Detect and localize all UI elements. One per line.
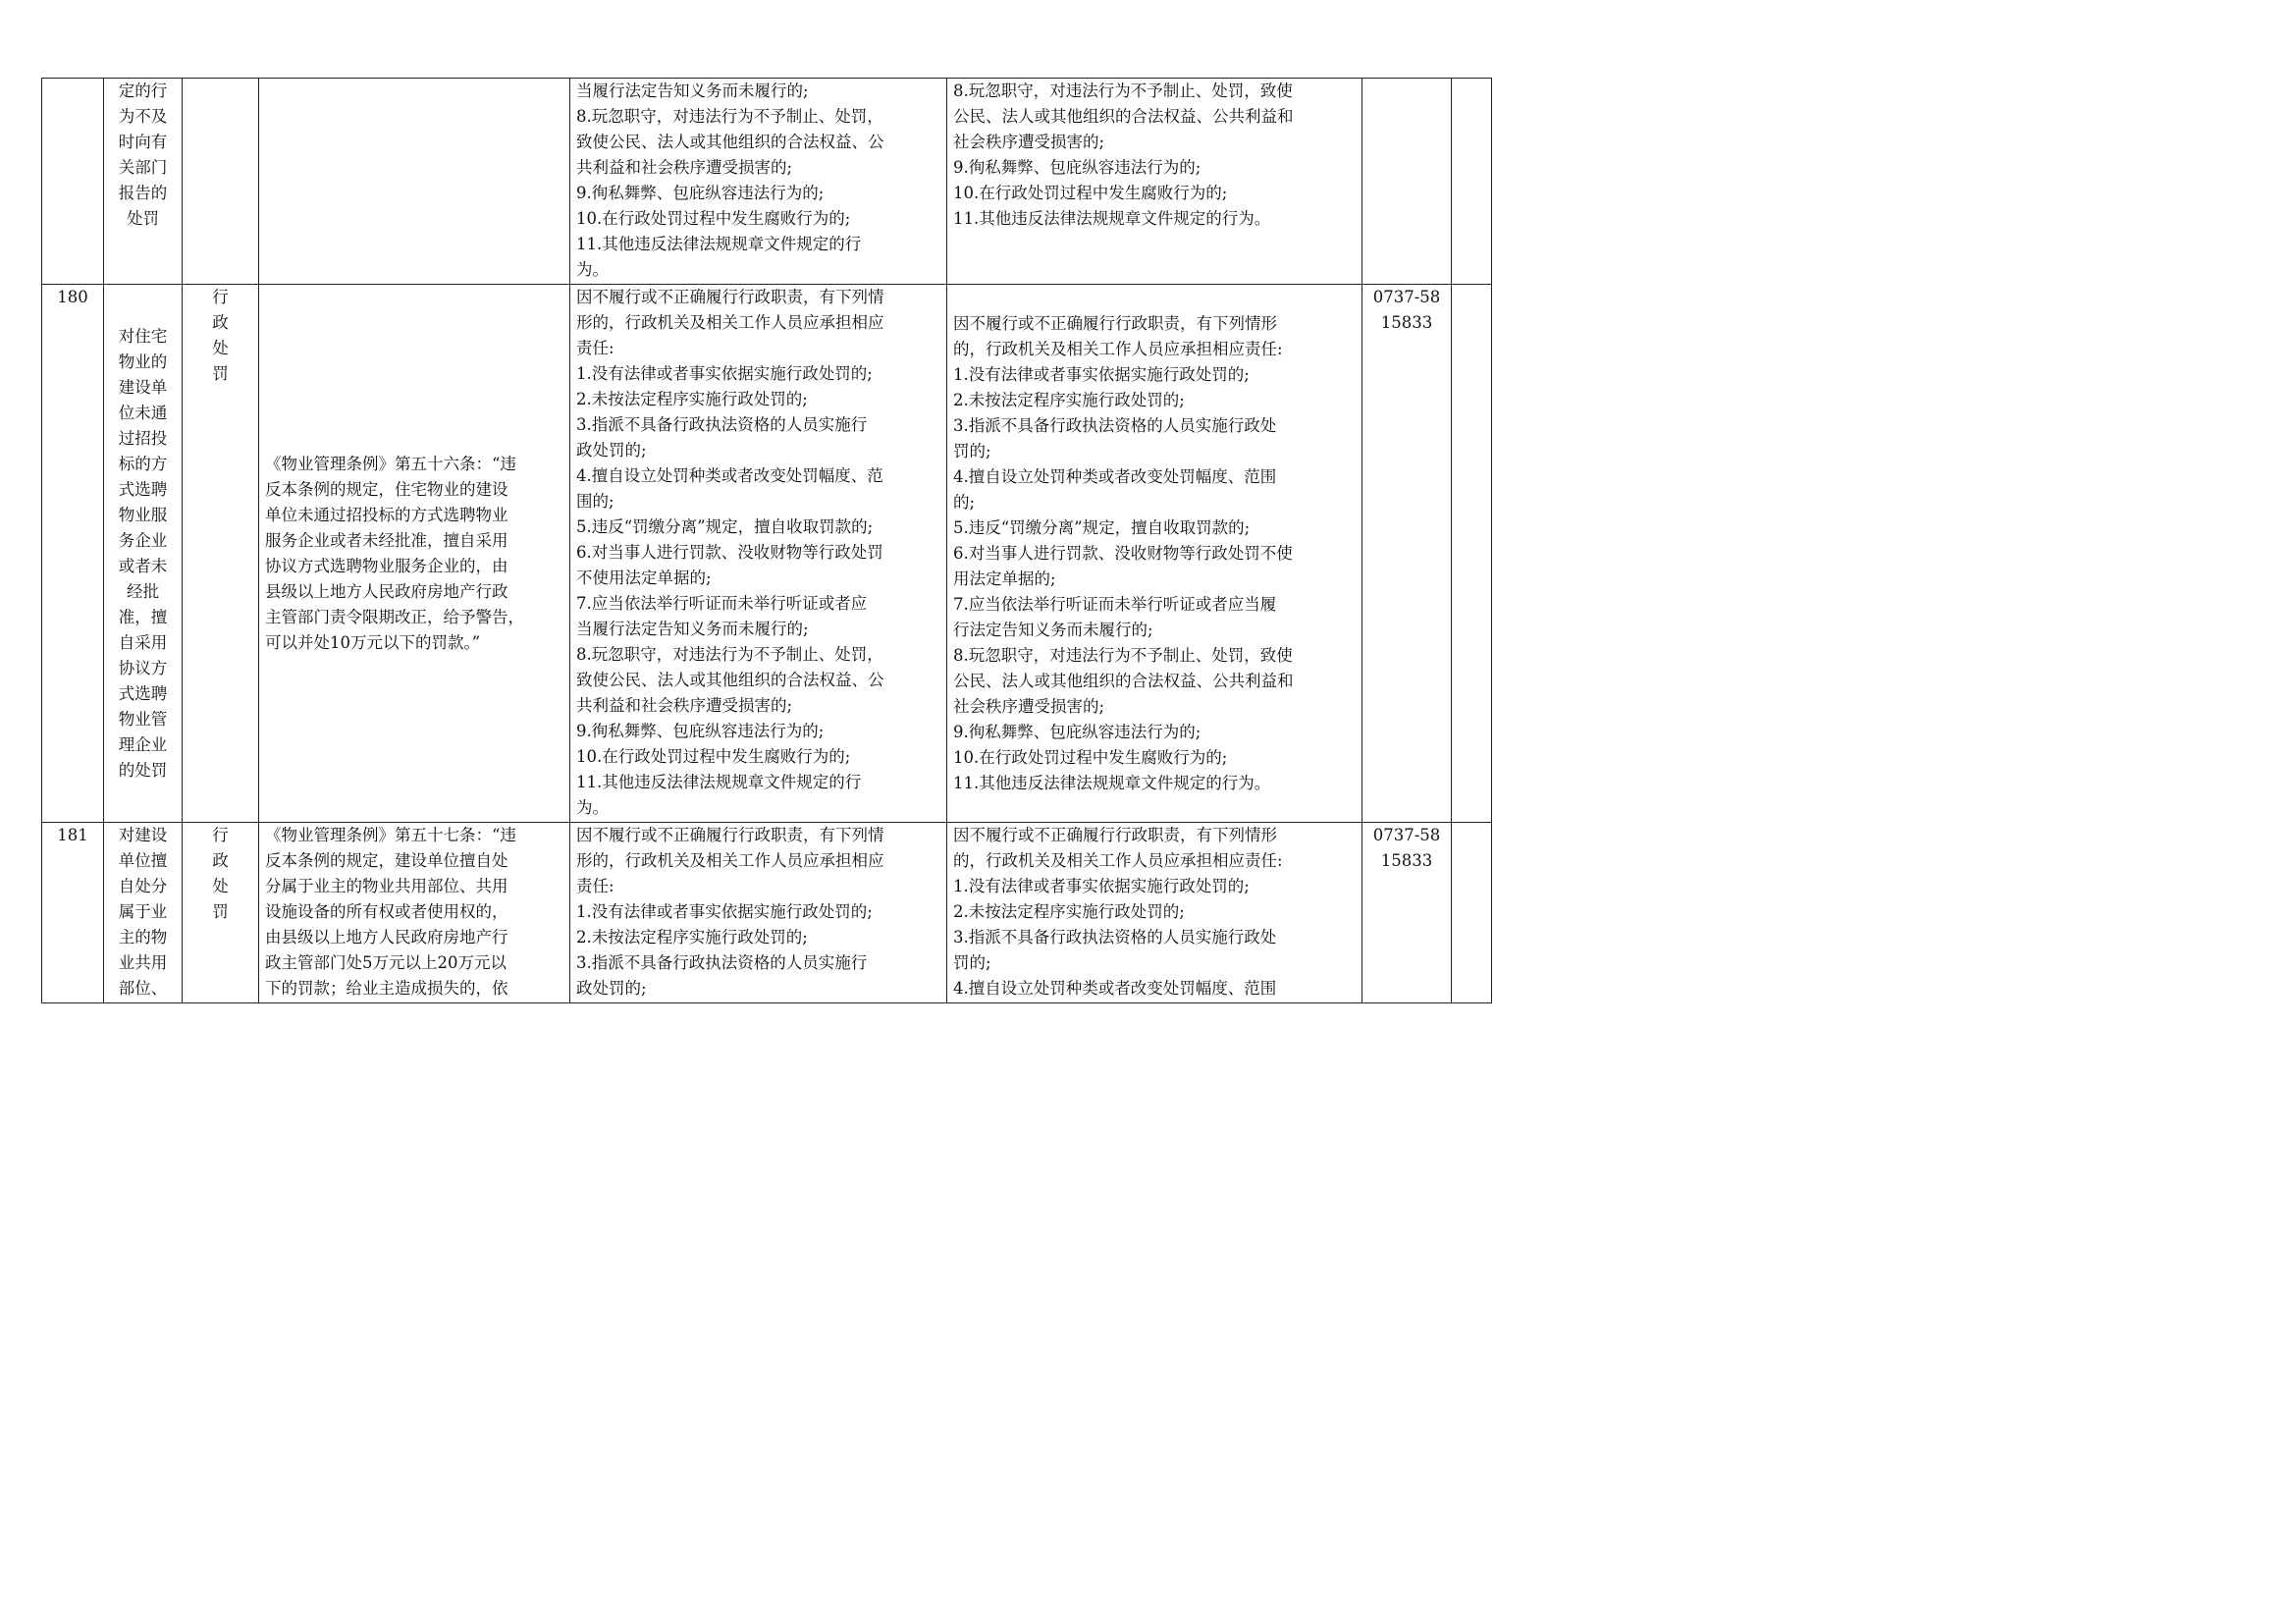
text-line: 政处罚的; bbox=[576, 441, 647, 460]
text-line: 由县级以上地方人民政府房地产行 bbox=[265, 928, 508, 947]
text-line: 《物业管理条例》第五十七条：“违 bbox=[265, 826, 516, 844]
phone-number bbox=[1368, 285, 1445, 336]
text-line: 10.在行政处罚过程中发生腐败行为的; bbox=[953, 184, 1228, 202]
text-line: 不使用法定单据的; bbox=[576, 568, 712, 587]
text-line: 罚 bbox=[212, 364, 229, 383]
text-line: 式选聘 bbox=[118, 479, 168, 499]
legal-basis-cell bbox=[259, 285, 570, 823]
text-line: 报告的 bbox=[118, 184, 168, 202]
text-line: 对建设 bbox=[118, 826, 168, 844]
responsibility-text bbox=[953, 79, 1356, 232]
responsibility-text bbox=[953, 311, 1356, 796]
text-line: 9.徇私舞弊、包庇纵容违法行为的; bbox=[576, 722, 825, 740]
phone-number bbox=[1368, 823, 1445, 874]
text-line: 关部门 bbox=[118, 158, 168, 177]
duty-text bbox=[576, 285, 940, 821]
text-line: 10.在行政处罚过程中发生腐败行为的; bbox=[576, 209, 851, 228]
text-line: 3.指派不具备行政执法资格的人员实施行 bbox=[576, 415, 868, 434]
phone-cell bbox=[1362, 285, 1452, 823]
text-line: 11.其他违反法律法规规章文件规定的行 bbox=[576, 235, 862, 253]
text-line: 服务企业或者未经批准，擅自采用 bbox=[265, 530, 508, 550]
text-line: 因不履行或不正确履行行政职责，有下列情形 bbox=[953, 826, 1277, 844]
text-line: 标的方 bbox=[118, 454, 168, 473]
text-line: 0737-58 bbox=[1372, 826, 1441, 844]
text-line: 共利益和社会秩序遭受损害的; bbox=[576, 696, 793, 715]
text-line: 当履行法定告知义务而未履行的; bbox=[576, 620, 809, 638]
item-number-cell bbox=[42, 285, 104, 823]
text-line: 11.其他违反法律法规规章文件规定的行 bbox=[576, 773, 862, 791]
text-line: 《物业管理条例》第五十六条：“违 bbox=[265, 454, 516, 473]
text-line: 理企业 bbox=[118, 734, 168, 754]
text-line: 15833 bbox=[1380, 851, 1433, 870]
text-line: 3.指派不具备行政执法资格的人员实施行 bbox=[576, 953, 868, 972]
text-line: 协议方式选聘物业服务企业的，由 bbox=[265, 556, 508, 575]
text-line: 定的行 bbox=[118, 81, 168, 100]
text-line: 业共用 bbox=[118, 953, 168, 972]
item-type bbox=[188, 823, 252, 925]
text-line: 可以并处10万元以下的罚款。” bbox=[265, 632, 481, 652]
item-number-cell bbox=[42, 79, 104, 285]
text-line: 协议方 bbox=[118, 658, 168, 677]
text-line: 的; bbox=[953, 492, 976, 512]
duty-text bbox=[576, 79, 940, 283]
text-line: 处 bbox=[212, 339, 229, 357]
text-line: 单位擅 bbox=[118, 851, 168, 870]
text-line: 务企业 bbox=[118, 530, 168, 550]
duty-text bbox=[576, 823, 940, 1001]
text-line: 共利益和社会秩序遭受损害的; bbox=[576, 158, 793, 177]
text-line: 反本条例的规定，建设单位擅自处 bbox=[265, 851, 508, 870]
text-line: 罚 bbox=[212, 902, 229, 921]
text-line: 罚的; bbox=[953, 441, 991, 460]
item-name-cell bbox=[104, 79, 183, 285]
legal-basis bbox=[265, 452, 563, 656]
text-line: 责任: bbox=[576, 339, 614, 357]
text-line: 位未通 bbox=[118, 403, 168, 422]
text-line: 过招投 bbox=[118, 428, 168, 448]
text-line: 围的; bbox=[576, 492, 614, 511]
text-line: 物业管 bbox=[118, 709, 168, 729]
text-line: 7.应当依法举行听证而未举行听证或者应 bbox=[576, 594, 868, 613]
text-line: 9.徇私舞弊、包庇纵容违法行为的; bbox=[576, 184, 825, 202]
item-type-cell bbox=[183, 79, 259, 285]
text-line: 1.没有法律或者事实依据实施行政处罚的; bbox=[576, 902, 873, 921]
text-line: 公民、法人或其他组织的合法权益、公共利益和 bbox=[953, 671, 1294, 690]
text-line: 3.指派不具备行政执法资格的人员实施行政处 bbox=[953, 415, 1277, 435]
responsibility-cell bbox=[947, 823, 1362, 1003]
text-line: 9.徇私舞弊、包庇纵容违法行为的; bbox=[953, 158, 1201, 177]
item-number: 180 bbox=[57, 288, 88, 306]
text-line: 0737-58 bbox=[1372, 288, 1441, 306]
remark-cell bbox=[1452, 79, 1492, 285]
text-line: 或者未 bbox=[118, 556, 168, 575]
text-line: 反本条例的规定，住宅物业的建设 bbox=[265, 479, 508, 499]
text-line: 8.玩忽职守，对违法行为不予制止、处罚，致使 bbox=[953, 645, 1293, 665]
legal-basis-cell bbox=[259, 79, 570, 285]
text-line: 社会秩序遭受损害的; bbox=[953, 133, 1105, 151]
item-number: 181 bbox=[57, 826, 88, 844]
responsibility-cell bbox=[947, 285, 1362, 823]
text-line: 设施设备的所有权或者使用权的， bbox=[265, 902, 508, 921]
item-number-cell bbox=[42, 823, 104, 1003]
item-type-cell bbox=[183, 823, 259, 1003]
text-line: 行 bbox=[212, 288, 229, 306]
text-line: 的处罚 bbox=[118, 760, 168, 780]
phone-cell bbox=[1362, 79, 1452, 285]
text-line: 处罚 bbox=[127, 209, 159, 228]
text-line: 建设单 bbox=[118, 377, 168, 397]
text-line: 物业的 bbox=[118, 352, 168, 371]
text-line: 8.玩忽职守，对违法行为不予制止、处罚，致使 bbox=[953, 81, 1293, 100]
text-line: 县级以上地方人民政府房地产行政 bbox=[265, 581, 508, 601]
text-line: 10.在行政处罚过程中发生腐败行为的; bbox=[576, 747, 851, 766]
text-line: 责任: bbox=[576, 877, 614, 895]
text-line: 下的罚款；给业主造成损失的，依 bbox=[265, 979, 508, 998]
text-line: 5.违反“罚缴分离”规定，擅自收取罚款的; bbox=[953, 517, 1251, 537]
text-line: 2.未按法定程序实施行政处罚的; bbox=[576, 390, 808, 408]
text-line: 经批 bbox=[127, 581, 159, 601]
text-line: 致使公民、法人或其他组织的合法权益、公 bbox=[576, 133, 884, 151]
item-type-cell bbox=[183, 285, 259, 823]
text-line: 7.应当依法举行听证而未举行听证或者应当履 bbox=[953, 594, 1277, 614]
text-line: 3.指派不具备行政执法资格的人员实施行政处 bbox=[953, 928, 1277, 947]
text-line: 2.未按法定程序实施行政处罚的; bbox=[576, 928, 808, 947]
item-name-cell bbox=[104, 285, 183, 823]
text-line: 因不履行或不正确履行行政职责，有下列情 bbox=[576, 288, 884, 306]
remark-cell bbox=[1452, 285, 1492, 823]
text-line: 的，行政机关及相关工作人员应承担相应责任: bbox=[953, 339, 1283, 358]
item-name bbox=[110, 79, 176, 232]
table-body bbox=[42, 79, 1492, 1003]
legal-basis-cell bbox=[259, 823, 570, 1003]
text-line: 行法定告知义务而未履行的; bbox=[953, 620, 1153, 639]
text-line: 8.玩忽职守，对违法行为不予制止、处罚， bbox=[576, 107, 883, 126]
item-name bbox=[110, 324, 176, 784]
text-line: 11.其他违反法律法规规章文件规定的行为。 bbox=[953, 209, 1271, 228]
text-line: 分属于业主的物业共用部位、共用 bbox=[265, 877, 508, 895]
text-line: 准，擅 bbox=[118, 607, 168, 626]
text-line: 时向有 bbox=[118, 133, 168, 151]
text-line: 罚的; bbox=[953, 953, 991, 972]
text-line: 致使公民、法人或其他组织的合法权益、公 bbox=[576, 671, 884, 689]
text-line: 公民、法人或其他组织的合法权益、公共利益和 bbox=[953, 107, 1294, 126]
text-line: 为。 bbox=[576, 260, 609, 279]
text-line: 6.对当事人进行罚款、没收财物等行政处罚 bbox=[576, 543, 883, 562]
power-list-table bbox=[41, 78, 1492, 1003]
text-line: 主的物 bbox=[118, 928, 168, 947]
text-line: 4.擅自设立处罚种类或者改变处罚幅度、范 bbox=[576, 466, 883, 485]
duty-cell bbox=[570, 79, 947, 285]
duty-cell bbox=[570, 285, 947, 823]
text-line: 形的，行政机关及相关工作人员应承担相应 bbox=[576, 851, 884, 870]
text-line: 政处罚的; bbox=[576, 979, 647, 998]
text-line: 因不履行或不正确履行行政职责，有下列情 bbox=[576, 826, 884, 844]
text-line: 的，行政机关及相关工作人员应承担相应责任: bbox=[953, 851, 1283, 870]
text-line: 8.玩忽职守，对违法行为不予制止、处罚， bbox=[576, 645, 883, 664]
text-line: 形的，行政机关及相关工作人员应承担相应 bbox=[576, 313, 884, 332]
text-line: 15833 bbox=[1380, 313, 1433, 332]
text-line: 1.没有法律或者事实依据实施行政处罚的; bbox=[953, 364, 1250, 384]
text-line: 主管部门责令限期改正，给予警告， bbox=[265, 607, 524, 626]
table-row bbox=[42, 285, 1492, 823]
text-line: 政 bbox=[212, 851, 229, 870]
text-line: 4.擅自设立处罚种类或者改变处罚幅度、范围 bbox=[953, 979, 1277, 998]
item-name-cell bbox=[104, 823, 183, 1003]
text-line: 自处分 bbox=[118, 877, 168, 895]
legal-basis bbox=[265, 823, 563, 1001]
text-line: 政 bbox=[212, 313, 229, 332]
text-line: 物业服 bbox=[118, 505, 168, 524]
text-line: 11.其他违反法律法规规章文件规定的行为。 bbox=[953, 773, 1271, 792]
text-line: 为不及 bbox=[118, 107, 168, 126]
table-row bbox=[42, 823, 1492, 1003]
table-row bbox=[42, 79, 1492, 285]
text-line: 因不履行或不正确履行行政职责，有下列情形 bbox=[953, 313, 1277, 333]
text-line: 为。 bbox=[576, 798, 609, 817]
text-line: 部位、 bbox=[118, 979, 168, 998]
text-line: 式选聘 bbox=[118, 683, 168, 703]
item-type bbox=[188, 285, 252, 387]
text-line: 9.徇私舞弊、包庇纵容违法行为的; bbox=[953, 722, 1201, 741]
text-line: 10.在行政处罚过程中发生腐败行为的; bbox=[953, 747, 1228, 767]
text-line: 2.未按法定程序实施行政处罚的; bbox=[953, 902, 1185, 921]
responsibility-cell bbox=[947, 79, 1362, 285]
text-line: 行 bbox=[212, 826, 229, 844]
responsibility-text bbox=[953, 823, 1356, 1001]
remark-cell bbox=[1452, 823, 1492, 1003]
text-line: 属于业 bbox=[118, 902, 168, 921]
duty-cell bbox=[570, 823, 947, 1003]
text-line: 社会秩序遭受损害的; bbox=[953, 696, 1105, 716]
text-line: 1.没有法律或者事实依据实施行政处罚的; bbox=[953, 877, 1250, 895]
text-line: 5.违反“罚缴分离”规定，擅自收取罚款的; bbox=[576, 517, 874, 536]
phone-cell bbox=[1362, 823, 1452, 1003]
text-line: 对住宅 bbox=[118, 326, 168, 346]
text-line: 政主管部门处5万元以上20万元以 bbox=[265, 953, 507, 972]
text-line: 1.没有法律或者事实依据实施行政处罚的; bbox=[576, 364, 873, 383]
text-line: 2.未按法定程序实施行政处罚的; bbox=[953, 390, 1185, 409]
text-line: 处 bbox=[212, 877, 229, 895]
item-name bbox=[110, 823, 176, 1001]
text-line: 当履行法定告知义务而未履行的; bbox=[576, 81, 809, 100]
text-line: 用法定单据的; bbox=[953, 568, 1056, 588]
text-line: 4.擅自设立处罚种类或者改变处罚幅度、范围 bbox=[953, 466, 1277, 486]
text-line: 自采用 bbox=[118, 632, 168, 652]
text-line: 6.对当事人进行罚款、没收财物等行政处罚不使 bbox=[953, 543, 1293, 563]
text-line: 单位未通过招投标的方式选聘物业 bbox=[265, 505, 508, 524]
